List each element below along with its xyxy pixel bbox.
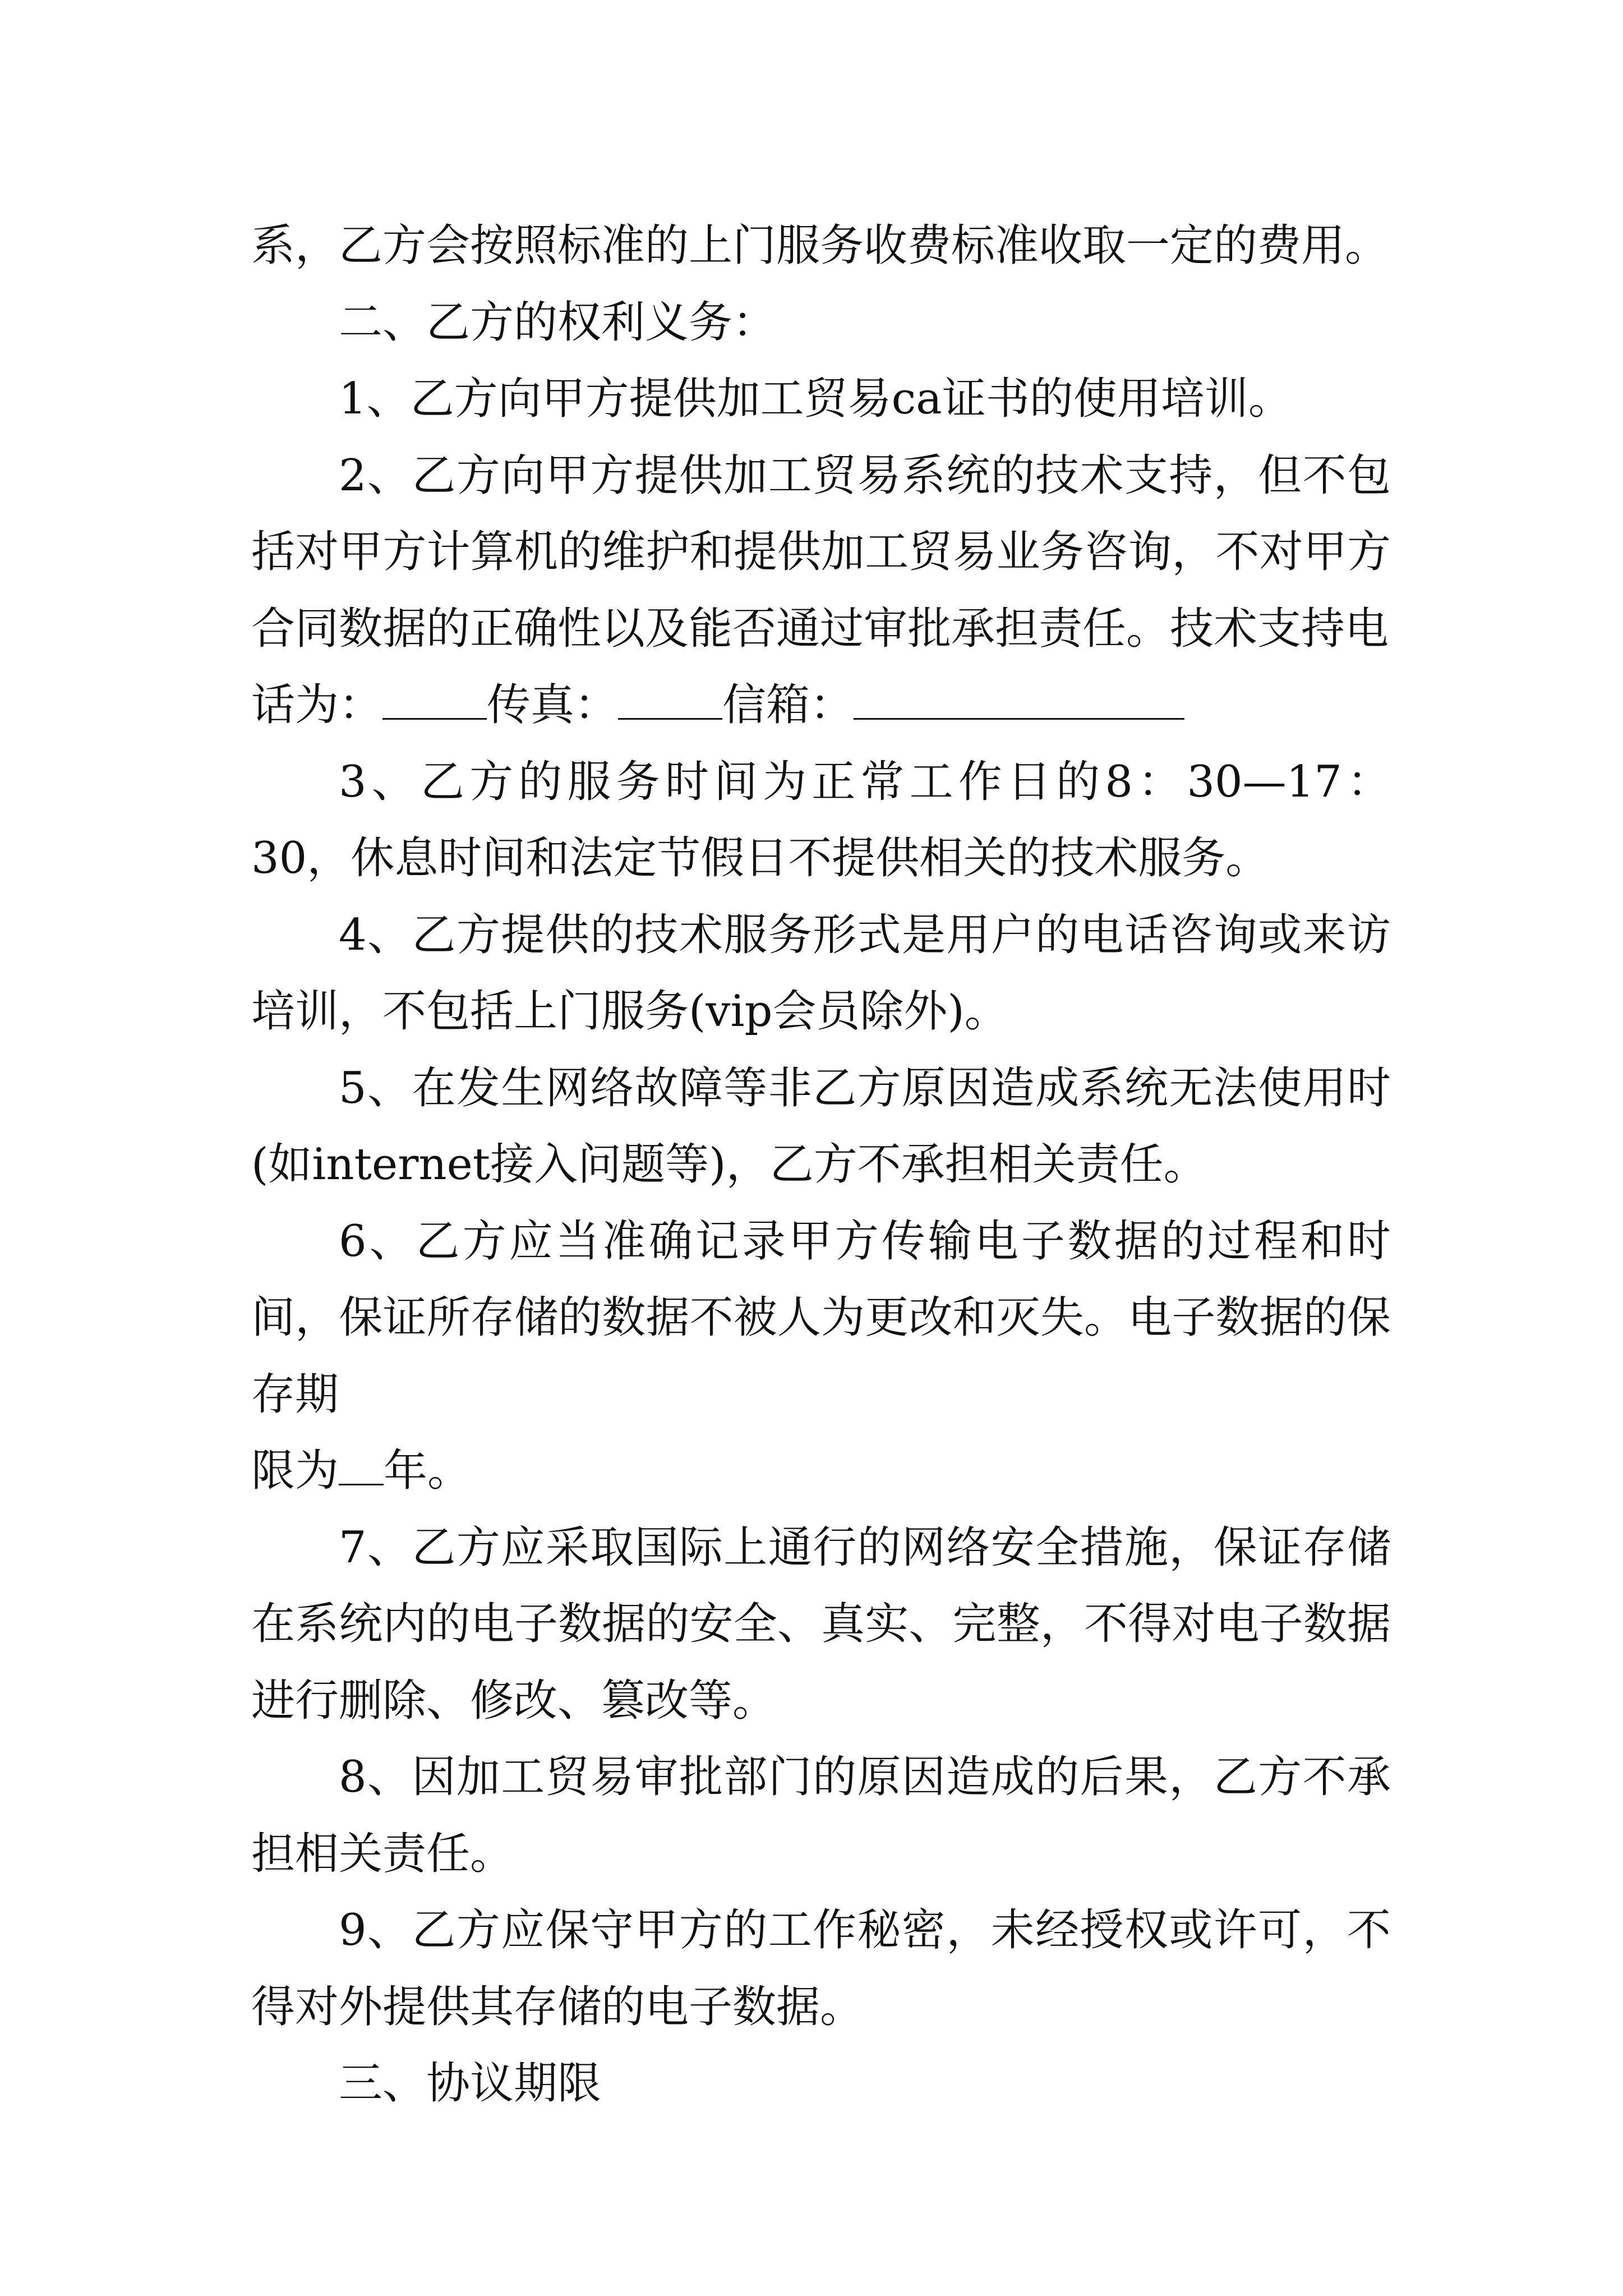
contact-line bbox=[251, 667, 1391, 744]
retention-prefix: 限为 bbox=[251, 1446, 339, 1496]
email-blank bbox=[854, 677, 1184, 720]
document-body bbox=[251, 208, 1391, 2122]
clause-9: 9、乙方应保守甲方的工作秘密，未经授权或许可，不得对外提供其存储的电子数据。 bbox=[251, 1905, 1391, 2032]
clause-1: 1、乙方向甲方提供加工贸易ca证书的使用培训。 bbox=[339, 374, 1292, 424]
phone-blank bbox=[382, 677, 487, 720]
retention-years-blank bbox=[339, 1442, 384, 1485]
section-heading-agreement-term: 三、协议期限 bbox=[339, 2058, 602, 2109]
fax-blank bbox=[618, 677, 722, 720]
clause-4: 4、乙方提供的技术服务形式是用户的电话咨询或来访培训，不包括上门服务(vip会员除外)。 bbox=[251, 909, 1391, 1037]
fax-label: 传真： bbox=[487, 680, 619, 730]
section-heading-rights-obligations: 二、乙方的权利义务： bbox=[339, 297, 777, 348]
clause-7: 7、乙方应采取国际上通行的网络安全措施，保证存储在系统内的电子数据的安全、真实、完整，不得对电子数据进行删除、修改、篡改等。 bbox=[251, 1522, 1391, 1726]
paragraph-continued-fee: 系，乙方会按照标准的上门服务收费标准收取一定的费用。 bbox=[251, 220, 1389, 271]
clause-8: 8、因加工贸易审批部门的原因造成的后果，乙方不承担相关责任。 bbox=[251, 1752, 1391, 1879]
retention-suffix: 年。 bbox=[384, 1446, 472, 1496]
clause-6: 6、乙方应当准确记录甲方传输电子数据的过程和时间，保证所存储的数据不被人为更改和灭失。电子数据的保存期 bbox=[251, 1216, 1391, 1420]
retention-period-line bbox=[251, 1433, 1391, 1510]
clause-2: 2、乙方向甲方提供加工贸易系统的技术支持，但不包括对甲方计算机的维护和提供加工贸易业务咨询，不对甲方合同数据的正确性以及能否通过审批承担责任。技术支持电 bbox=[251, 450, 1391, 654]
clause-5: 5、在发生网络故障等非乙方原因造成系统无法使用时(如internet接入问题等)，乙方不承担相关责任。 bbox=[251, 1062, 1391, 1190]
clause-3: 3、乙方的服务时间为正常工作日的8：30—17：30，休息时间和法定节假日不提供相关的技术服务。 bbox=[251, 756, 1391, 884]
phone-label: 话为： bbox=[251, 680, 383, 730]
email-label: 信箱： bbox=[722, 680, 854, 730]
